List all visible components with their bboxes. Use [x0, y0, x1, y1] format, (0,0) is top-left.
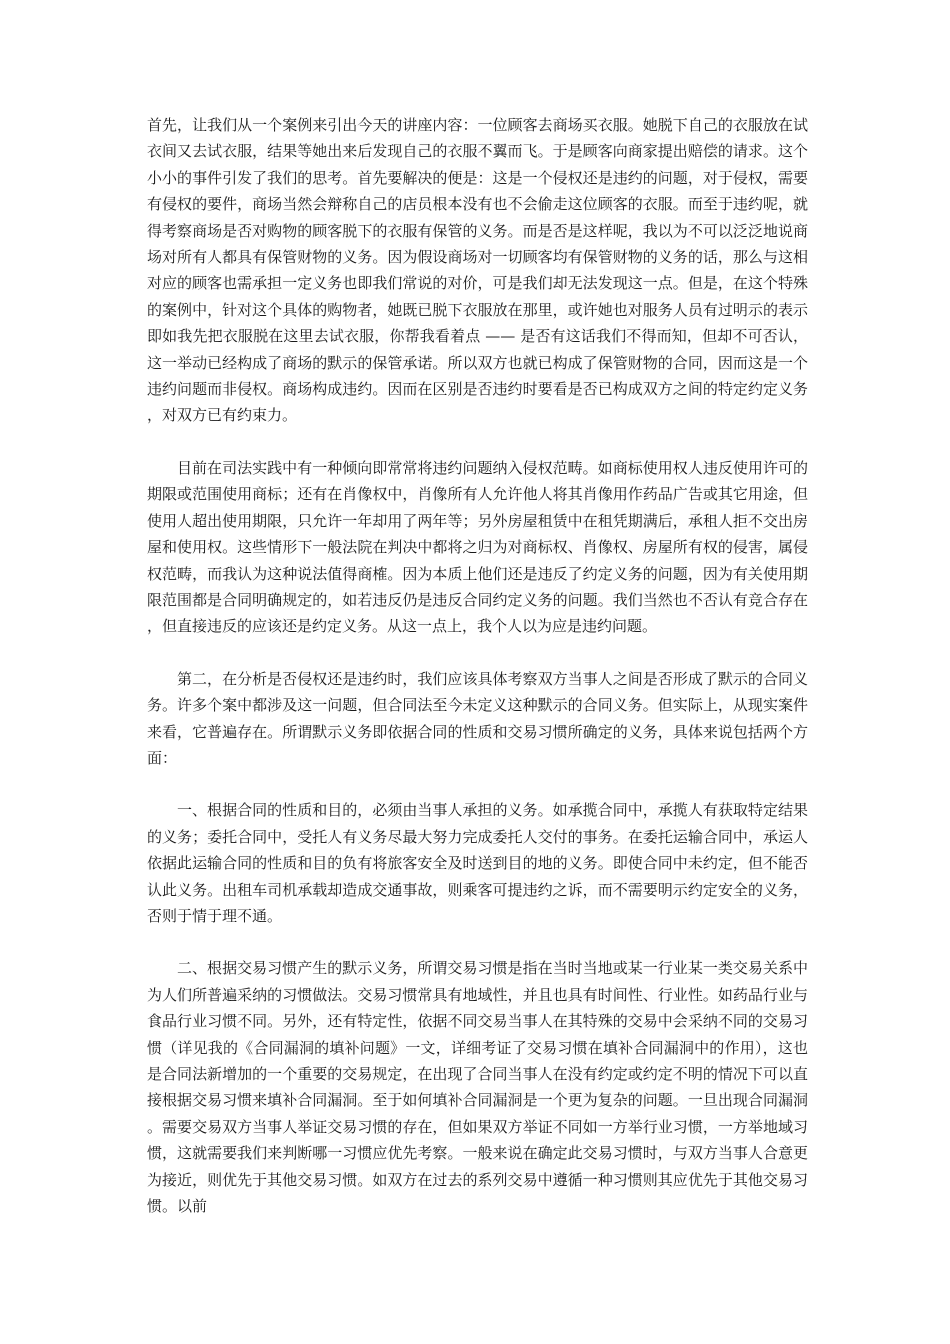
paragraph-implied-obligation: 第二，在分析是否侵权还是违约时，我们应该具体考察双方当事人之间是否形成了默示的合同义务。许多个案中都涉及这一问题，但合同法至今未定义这种默示的合同义务。但实际上，从现实案件来看，它普遍存在。所谓默示义务即依据合同的性质和交易习惯所确定的义务，具体来说包括两个方面：: [147, 669, 808, 767]
paragraph-nature-purpose: 一、根据合同的性质和目的，必须由当事人承担的义务。如承揽合同中，承揽人有获取特定结果的义务；委托合同中，受托人有义务尽最大努力完成委托人交付的事务。在委托运输合同中，承运人依据此运输合同的性质和目的负有将旅客安全及时送到目的地的义务。即使合同中未约定，但不能否认此义务。出租车司机承载却造成交通事故，则乘客可提违约之诉，而不需要明示约定安全的义务，否则于情于理不通。: [147, 801, 808, 925]
paragraph-trade-usage: 二、根据交易习惯产生的默示义务，所谓交易习惯是指在当时当地或某一行业某一类交易关系中为人们所普遍采纳的习惯做法。交易习惯常具有地域性，并且也具有时间性、行业性。如药品行业与食品行业习惯不同。另外，还有特定性，依据不同交易当事人在其特殊的交易中会采纳不同的交易习惯（详见我的《合同漏洞的填补问题》一文，详细考证了交易习惯在填补合同漏洞中的作用），这也是合同法新增加的一个重要的交易规定，在出现了合同当事人在没有约定或约定不明的情况下可以直接根据交易习惯来填补合同漏洞。至于如何填补合同漏洞是一个更为复杂的问题。一旦出现合同漏洞。需要交易双方当事人举证交易习惯的存在，但如果双方举证不同如一方举行业习惯，一方举地域习惯，这就需要我们来判断哪一习惯应优先考察。一般来说在确定此交易习惯时，与双方当事人合意更为接近，则优先于其他交易习惯。如双方在过去的系列交易中遵循一种习惯则其应优先于其他交易习惯。以前: [147, 959, 808, 1216]
paragraph-judicial-practice: 目前在司法实践中有一种倾向即常常将违约问题纳入侵权范畴。如商标使用权人违反使用许可的期限或范围使用商标；还有在肖像权中，肖像所有人允许他人将其肖像用作药品广告或其它用途，但使用人超出使用期限，只允许一年却用了两年等；另外房屋租赁中在租凭期满后，承租人拒不交出房屋和使用权。这些情形下一般法院在判决中都将之归为对商标权、肖像权、房屋所有权的侵害，属侵权范畴，而我认为这种说法值得商榷。因为本质上他们还是违反了约定义务的问题，因为有关使用期限范围都是合同明确规定的，如若违反仍是违反合同约定义务的问题。我们当然也不否认有竞合存在，但直接违反的应该还是约定义务。从这一点上，我个人以为应是违约问题。: [147, 458, 808, 636]
document-body: [147, 112, 808, 1219]
paragraph-case-intro: 首先，让我们从一个案例来引出今天的讲座内容：一位顾客去商场买衣服。她脱下自己的衣服放在试衣间又去试衣服，结果等她出来后发现自己的衣服不翼而飞。于是顾客向商家提出赔偿的请求。这个小小的事件引发了我们的思考。首先要解决的便是：这是一个侵权还是违约的问题，对于侵权，需要有侵权的要件，商场当然会辩称自己的店员根本没有也不会偷走这位顾客的衣服。而至于违约呢，就得考察商场是否对购物的顾客脱下的衣服有保管的义务。而是否是这样呢，我以为不可以泛泛地说商场对所有人都具有保管财物的义务。因为假设商场对一切顾客均有保管财物的义务的话，那么与这相对应的顾客也需承担一定义务也即我们常说的对价，可是我们却无法发现这一点。但是，在这个特殊的案例中，针对这个具体的购物者，她既已脱下衣服放在那里，或许她也对服务人员有过明示的表示即如我先把衣服脱在这里去试衣服，你帮我看着点 —— 是否有这话我们不得而知，但却不可否认，这一举动已经构成了商场的默示的保管承诺。所以双方也就已构成了保管财物的合同，因而这是一个违约问题而非侵权。商场构成违约。因而在区别是否违约时要看是否已构成双方之间的特定约定义务，对双方已有约束力。: [147, 116, 808, 425]
